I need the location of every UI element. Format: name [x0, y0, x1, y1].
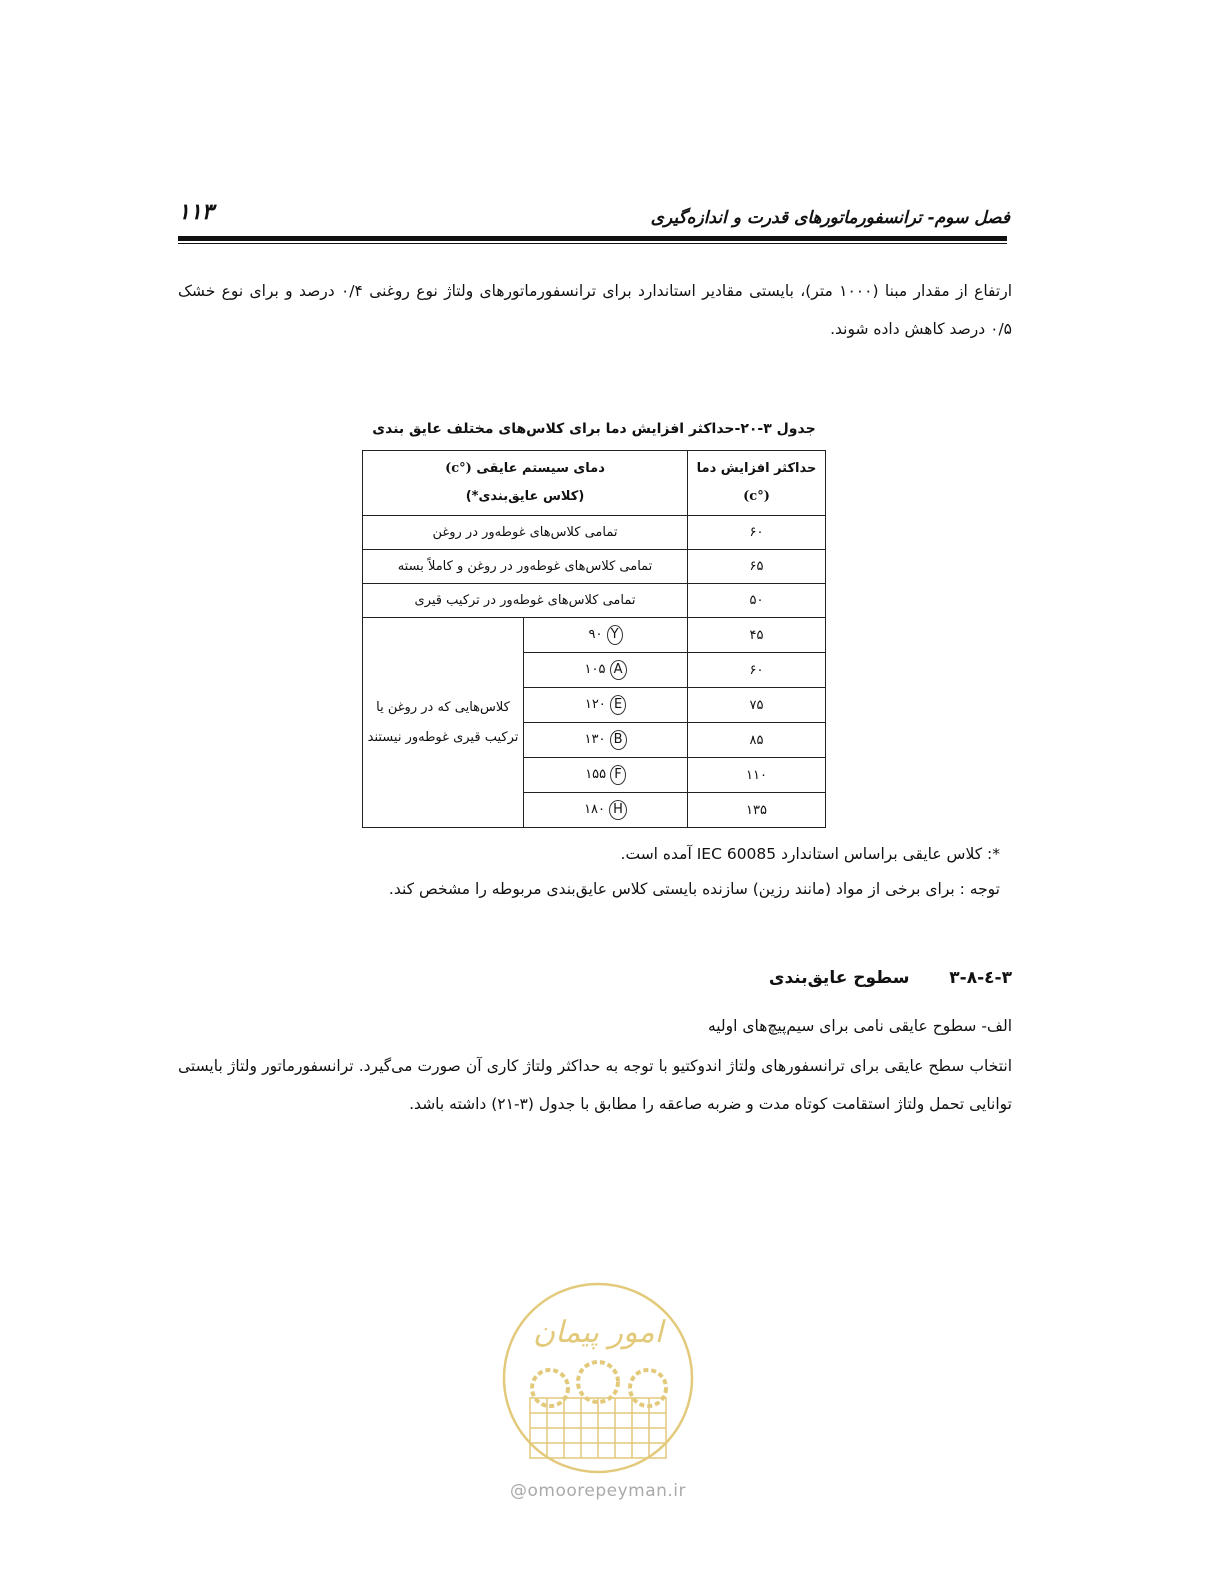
rise-cell: ۶۵ [688, 550, 826, 584]
class-temp-cell [524, 653, 688, 688]
class-letter: H [609, 800, 627, 820]
header-max-rise-label: حداکثر افزایش دما [696, 461, 817, 476]
header-rule [178, 236, 1007, 241]
class-temp: ۱۸۰ [584, 802, 606, 817]
class-temp-cell [524, 758, 688, 793]
class-letter: Y [607, 625, 623, 645]
section-subheading: الف- سطوح عایقی نامی برای سیم‌پیچ‌های اولیه [707, 1017, 1012, 1035]
page-number: ۱۱۳ [178, 200, 214, 225]
table-footnote-note: توجه : برای برخی از مواد (مانند رزین) سازنده بایستی کلاس عایق‌بندی مربوطه را مشخص کند. [388, 880, 1000, 898]
header-insulation-temp-unit: (°c) [445, 461, 472, 476]
class-temp: ۱۰۵ [584, 662, 606, 677]
header-insulation-class: (کلاس عایق‌بندی*) [465, 489, 585, 504]
rise-cell: ۸۵ [688, 723, 826, 758]
table-row [363, 584, 826, 618]
intro-paragraph: ارتفاع از مقدار مبنا (۱۰۰۰ متر)، بایستی مقادیر استاندارد برای ترانسفورماتورهای ولتاژ نوع روغنی ۰/۴ درصد و برای نوع خشک ۰/۵ درصد کاهش داده شوند. [178, 282, 1012, 338]
class-temp-cell [524, 688, 688, 723]
header-insulation-temp [363, 451, 688, 516]
class-temp-cell [524, 793, 688, 828]
header-insulation-temp-label: دمای سیستم عایقی [476, 461, 605, 476]
merged-desc-line1: کلاس‌هایی که در روغن یا [376, 699, 510, 715]
rise-cell: ۱۳۵ [688, 793, 826, 828]
rise-cell: ۷۵ [688, 688, 826, 723]
watermark-url: @omoorepeyman.ir [510, 1481, 687, 1501]
desc-cell: تمامی کلاس‌های غوطه‌ور در روغن و کاملاً بسته [363, 550, 688, 584]
section-number: ۳-٤-۳-۸ [949, 968, 1012, 988]
header-max-rise-unit: (°c) [743, 489, 770, 504]
class-temp-cell [524, 618, 688, 653]
table-header-row [363, 451, 826, 516]
header-max-rise [688, 451, 826, 516]
table-row [363, 618, 826, 653]
class-temp: ۱۳۰ [584, 732, 606, 747]
watermark-logo [500, 1280, 696, 1476]
class-temp: ۱۵۵ [585, 767, 607, 782]
watermark-logo-text: امور پیمان [533, 1315, 663, 1350]
class-letter: A [610, 660, 627, 680]
rise-cell: ۴۵ [688, 618, 826, 653]
section-heading [769, 968, 1012, 988]
table-row [363, 516, 826, 550]
rise-cell: ۵۰ [688, 584, 826, 618]
class-temp: ۱۲۰ [584, 697, 606, 712]
non-immersed-classes-cell [363, 618, 524, 828]
running-head: فصل سوم- ترانسفورماتورهای قدرت و اندازه‌گیری [650, 208, 1010, 228]
header-rule-thin [178, 243, 1007, 244]
rise-cell: ۱۱۰ [688, 758, 826, 793]
table-caption: جدول ۳-۲۰-حداکثر افزایش دما برای کلاس‌های مختلف عایق بندی [372, 421, 816, 437]
class-letter: F [610, 765, 625, 785]
section-paragraph: انتخاب سطح عایقی برای ترانسفورهای ولتاژ اندوکتیو با توجه به حداکثر ولتاژ کاری آن صورت می‌گیرد. ترانسفورماتور ولتاژ بایستی توانایی تحمل ولتاژ استقامت کوتاه مدت و ضربه صاعقه را مطابق با جدول (۳-۲۱) داشته باشد. [178, 1057, 1012, 1113]
rise-cell: ۶۰ [688, 653, 826, 688]
section-title: سطوح عایق‌بندی [768, 968, 910, 988]
desc-cell: تمامی کلاس‌های غوطه‌ور در ترکیب قیری [363, 584, 688, 618]
table-row [363, 550, 826, 584]
class-letter: E [610, 695, 626, 715]
desc-cell: تمامی کلاس‌های غوطه‌ور در روغن [363, 516, 688, 550]
merged-desc-line2: ترکیب قیری غوطه‌ور نیستند [367, 729, 519, 745]
class-temp: ۹۰ [588, 627, 603, 642]
class-temp-cell [524, 723, 688, 758]
temperature-rise-table [362, 450, 826, 828]
class-letter: B [610, 730, 627, 750]
table-footnote-star: *: کلاس عایقی براساس استاندارد IEC 60085 آمده است. [620, 845, 1000, 863]
rise-cell: ۶۰ [688, 516, 826, 550]
